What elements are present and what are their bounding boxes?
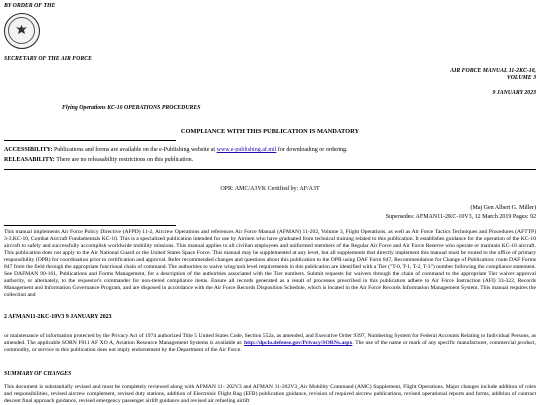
accessibility-label: ACCESSIBILITY:: [4, 147, 53, 153]
divider: [4, 225, 176, 226]
sorn-link[interactable]: http://dpclo.defense.gov/Privacy/SORNs.aspx: [244, 339, 353, 346]
privacy-text: or maintenance of information protected by the Privacy Act of 1974 authorized Title 5 United States Code, Section 552a, as amended, and Executive Order 9397, Numbering System for Federal Accounts Relating to Individual Persons, as amended. The applicable SORN F011 AF XO A, Aviation Resource Management Systems is available at:: [4, 333, 536, 346]
manual-number: AIR FORCE MANUAL 11-2KC-10,: [450, 68, 536, 74]
accessibility-line: [4, 147, 536, 154]
summary-paragraph: This document is substantially revised and must be completely reviewed along with AFMAN 11- 202V3 and AFMAN 11-202V3_Air Mobility Command (AMC) Supplement, Flight Operations. Major changes include addition of roles and responsibilities, revised aircrew complement, revised duty stations, addition of Electronic Flight Bag (EFB) publication guidance, revision of required aircrew publications, revised operational reports and forms, addition of contract descent final approach guidance, revised emergency passenger airlift guidance and revised air refueling airlift: [4, 384, 536, 404]
accessibility-text-after: for downloading or ordering.: [277, 147, 348, 153]
divider: [4, 169, 536, 170]
certifier-name: (Maj Gen Albert G. Miller): [470, 205, 536, 211]
releasability-text: There are no releasability restrictions on this publication.: [56, 157, 194, 163]
accessibility-text: Publications and forms are available on the e-Publishing website at: [53, 147, 216, 153]
subject-line: Flying Operations KC-10 OPERATIONS PROCEDURES: [62, 105, 201, 111]
secretary-line: SECRETARY OF THE AIR FORCE: [4, 56, 92, 62]
publication-date: 9 JANUARY 2023: [492, 90, 536, 96]
summary-heading: SUMMARY OF CHANGES: [4, 371, 72, 377]
air-force-seal-icon: [4, 13, 40, 49]
by-order-line: BY ORDER OF THE: [4, 3, 56, 9]
e-publishing-link[interactable]: www.e-publishing.af.mil: [216, 147, 277, 153]
manual-volume: VOLUME 3: [506, 75, 536, 81]
releasability-line: [4, 157, 536, 164]
privacy-text-after: . The use of the name or mark of any specific manufacturer, commercial product, commodity, or service in this publication does not imply endorsement by the Department of the Air Force.: [4, 339, 536, 353]
eagle-icon: [15, 23, 28, 36]
intro-paragraph: This manual implements Air Force Policy Directive (AFPD) 11-2, Aircrew Operations and references Air Force Manual (AFMAN) 11-202, Volume 3, Flight Operations, as well as Air Force Tactics Techniques and Procedures (AFTTP) 3-3.KC-10, Combat Aircraft Fundamentals KC-10. This is a specialized publication intended for use by Airmen who have graduated from technical training related to this publication. It establishes guidance for the operation of the KC-10 aircraft to safely and successfully accomplish worldwide mobility missions. This manual applies to all civilian employees and uniformed members of the Regular Air Force and Air Force Reserve who operate or maintain KC-10 aircraft. This publication does not apply to the Air National Guard or the United States Space Force. This manual may be supplemented at any level, but all supplements that directly implement this manual must be routed to the office of primary responsibility (OPR) for coordination prior to certification and approval. Refer recommended changes and questions about this publication to the OPR using DAF Form 847, Recommendation for Change of Publication; route DAF Forms 847 from the field through the appropriate functional chain of command. The authorities to waive wing/unit level requirements in this publication are identified with a Tier ("T-0, T-1, T-2, T-3") number following the compliance statement. See DAFMAN 90-161, Publications and Forms Management, for a description of the authorities associated with the Tier numbers. Submit requests for waivers through the chain of command to the appropriate Tier waiver approval authority, or alternately, to the requestor's commander for non-tiered compliance items. Ensure all records generated as a result of processes prescribed in this publication adhere to Air Force Instruction (AFI) 33-322, Records Management and Information Governance Program, and are disposed in accordance with the Air Force Records Disposition Schedule, which is located in the Air Force Records Information Management System. This manual requires the collection and: [4, 229, 536, 298]
supersedes-line: Supersedes: AFMAN11-2KC-10V3, 12 March 2019 Pages: 92: [385, 214, 536, 220]
privacy-paragraph: [4, 333, 536, 354]
opr-line: OPR: AMC/A3VK Certified by: AF/A3T: [220, 186, 320, 192]
compliance-statement: COMPLIANCE WITH THIS PUBLICATION IS MANDATORY: [180, 128, 360, 135]
divider: [4, 140, 176, 141]
page-2-header: 2 AFMAN11-2KC-10V3 9 JANUARY 2023: [4, 314, 112, 320]
releasability-label: RELEASABILITY:: [4, 157, 55, 163]
